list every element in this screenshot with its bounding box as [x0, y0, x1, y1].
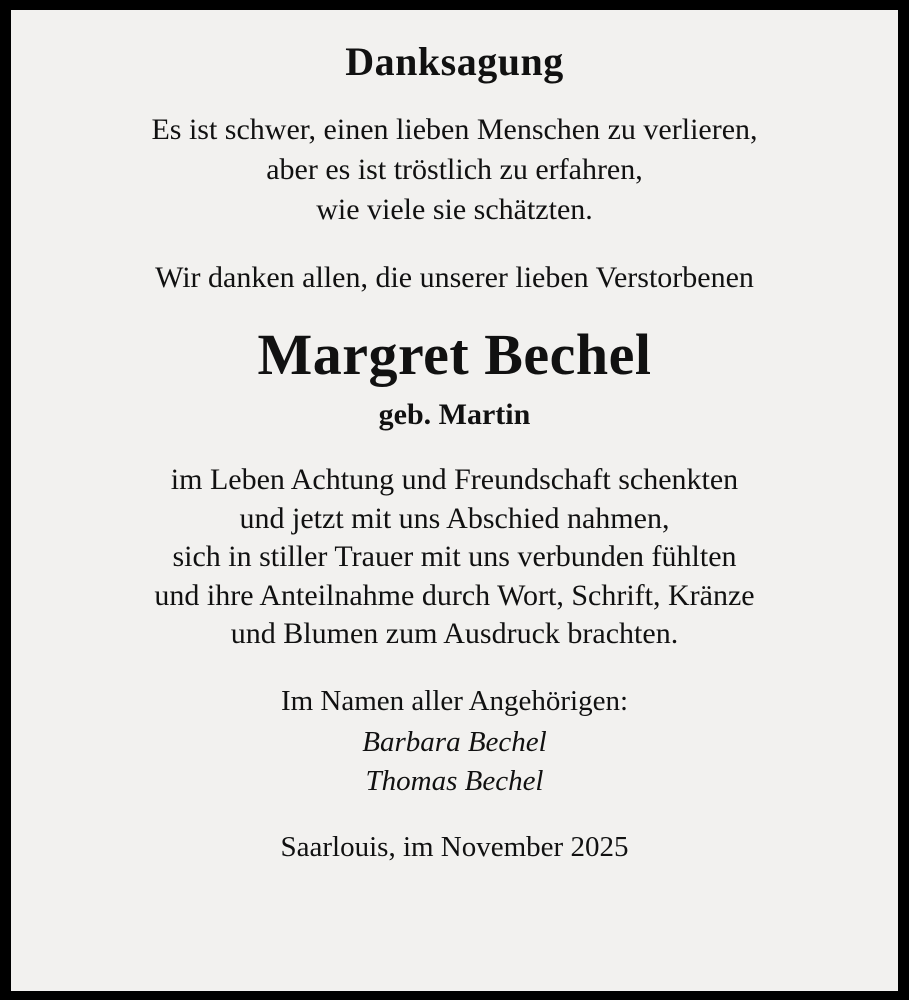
body-line: und Blumen zum Ausdruck brachten. [230, 617, 679, 651]
place-and-date: Saarlouis, im November 2025 [280, 831, 629, 864]
body-line: sich in stiller Trauer mit uns verbunden fühlten [172, 540, 737, 574]
verse-line: wie viele sie schätzten. [316, 192, 593, 226]
verse-line: aber es ist tröstlich zu erfahren, [266, 152, 643, 186]
body-line: im Leben Achtung und Freundschaft schenkten [170, 463, 739, 497]
body-line: und ihre Anteilnahme durch Wort, Schrift, Kränze [154, 578, 755, 612]
verse-block [151, 110, 757, 230]
intro-text: Wir danken allen, die unserer lieben Verstorbenen [155, 260, 754, 294]
deceased-name: Margret Bechel [257, 321, 652, 387]
notice-paper [11, 10, 898, 991]
signature-intro: Im Namen aller Angehörigen: [280, 685, 629, 718]
deceased-maiden-name: geb. Martin [378, 398, 531, 432]
signer-name: Thomas Bechel [365, 765, 544, 798]
signer-name: Barbara Bechel [362, 726, 547, 759]
body-line: und jetzt mit uns Abschied nahmen, [239, 501, 670, 535]
body-text [154, 461, 754, 653]
page-title: Danksagung [345, 39, 564, 84]
verse-line: Es ist schwer, einen lieben Menschen zu verlieren, [151, 113, 758, 146]
